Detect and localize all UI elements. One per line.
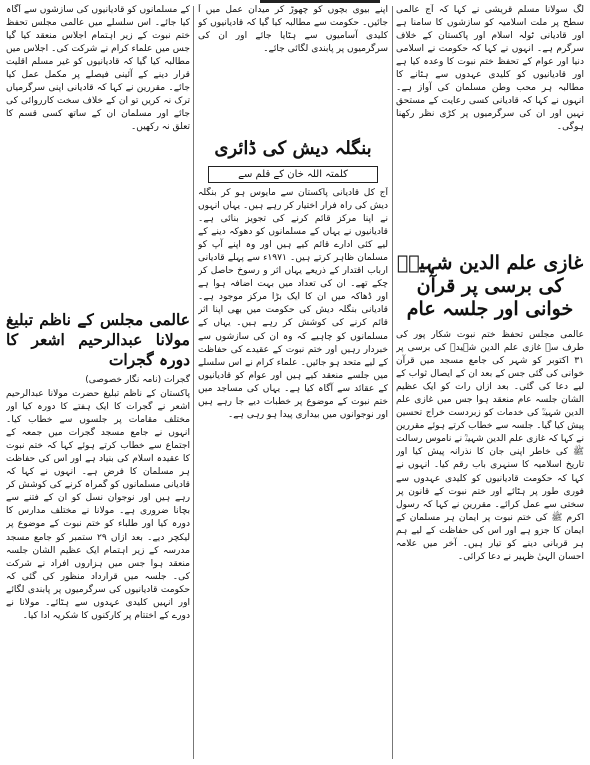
right-column <box>396 4 584 759</box>
right-column-body-text: عالمی مجلس تحفظ ختم نبوت شکار پور کی طرف سے غازی علم الدین شہیدؒ کی برسی پر ۳۱ اکتوبر کو شہر کی جامع مسجد میں قرآن خوانی کی گئی جس کے بعد ان کے ایصال ثواب کے لیے دعا کی گئی۔ بعد ازاں رات کو ایک عظیم الشان جلسہ عام منعقد ہوا جس میں غازی علم الدین شہیدؒ کی خدمات کو زبردست خراج تحسین پیش کیا گیا۔ جلسہ سے خطاب کرتے ہوئے مقررین نے کہا کہ غازی علم الدین شہیدؒ نے ناموس رسالت ﷺ کی خاطر اپنی جان کا نذرانہ پیش کیا اور تاریخ اسلامیہ کا سنہری باب رقم کیا۔ انہوں نے کہا کہ حکومت قادیانیوں کو کلیدی عہدوں سے فوری طور پر ہٹائے اور ختم نبوت کے قانون پر سختی سے عمل کرائے۔ مقررین نے کہا کہ رسول اکرم ﷺ کی ختم نبوت پر ایمان ہر مسلمان کے ایمان کا جزو ہے اور اس کی حفاظت کے لیے ہم ہر قربانی دینے کو تیار ہیں۔ آخر میں علامہ احسان الہیٰ ظہیر نے دعا کرائی۔ <box>396 330 584 562</box>
column-divider-right <box>392 6 393 759</box>
top-border-bar <box>260 0 380 3</box>
right-column-intro-text: لگ سولانا مسلم قریشی نے کہا کہ آج عالمی سطح پر ملت اسلامیہ کو سازشوں کا سامنا ہے اور قادیانی ٹولہ اسلام اور پاکستان کے خلاف سرگرم ہے۔ انہوں نے کہا کہ حکومت نے اسلامی دنیا اور عوام کے تحفظ ختم نبوت کا وعدہ کیا ہے اور قادیانیوں کو کلیدی عہدوں سے ہٹانے کا مطالبہ ہر محب وطن مسلمان کی آواز ہے۔ انہوں نے کہا کہ قادیانی کسی رعایت کے مستحق نہیں اور ان کی سرگرمیوں پر کڑی نظر رکھنا ہوگی۔ <box>396 5 584 133</box>
middle-column-byline: کلمتہ اللہ خان کے قلم سے <box>208 166 378 183</box>
middle-column-body-text: آج کل قادیانی پاکستان سے مایوس ہو کر بنگلہ دیش کی راہ فرار اختیار کر رہے ہیں۔ یہاں انہوں نے اپنا مرکز قائم کرنے کی تجویز بنائی ہے۔ قادیانیوں نے یہاں کے مسلمانوں کو دھوکہ دینے کے لیے کئی ادارے قائم کیے ہیں اور وہ اپنے آپ کو مسلمان ظاہر کرتے ہیں۔ ۱۹۷۱ء سے پہلے قادیانی ارباب اقتدار کے ذریعے یہاں اثر و رسوخ حاصل کر چکے تھے۔ ان کی تعداد میں بہت اضافہ ہوا ہے اور ڈھاکہ میں ان کا ایک بڑا مرکز موجود ہے۔ قادیانی بنگلہ دیش کی حکومت میں بھی اپنا اثر قائم کرنے کی کوشش کر رہے ہیں۔ یہاں کے مسلمانوں کو چاہیے کہ وہ ان کی سازشوں سے خبردار رہیں اور ختم نبوت کے عقیدے کی حفاظت کے لیے متحد ہو جائیں۔ علماء کرام نے اس سلسلے میں جلسے منعقد کیے ہیں اور عوام کو قادیانیوں کے عقائد سے آگاہ کیا ہے۔ یہاں کی مساجد میں ختم نبوت کے موضوع پر خطبات دیے جا رہے ہیں اور نوجوانوں میں بیداری پیدا ہو رہی ہے۔ <box>198 188 388 420</box>
right-column-headline: غازی علم الدین شہیدؒ کی برسی پر قرآن خوانی اور جلسہ عام <box>396 252 584 320</box>
left-column-headline: عالمی مجلس کے ناظم تبلیغ مولانا عبدالرحیم اشعر کا دورہ گجرات <box>6 310 190 369</box>
column-divider-left <box>193 6 194 759</box>
left-column-body-text: پاکستان کے ناظم تبلیغ حضرت مولانا عبدالرحیم اشعر نے گجرات کا ایک ہفتے کا دورہ کیا اور مختلف مقامات پر جلسوں سے خطاب کیا۔ انہوں نے جامع مسجد گجرات میں جمعہ کے اجتماع سے خطاب کرتے ہوئے کہا کہ ختم نبوت کا عقیدہ اسلام کی بنیاد ہے اور اس کی حفاظت ہر مسلمان کا فرض ہے۔ انہوں نے کہا کہ قادیانی مسلمانوں کو گمراہ کرنے کی کوشش کر رہے ہیں اور نوجوان نسل کو ان کے فتنے سے بچانا ضروری ہے۔ مولانا نے مختلف مدارس کا دورہ کیا اور طلباء کو ختم نبوت کے موضوع پر لیکچر دیے۔ بعد ازاں ۲۹ ستمبر کو جامع مسجد مدرسہ کے زیر اہتمام ایک عظیم الشان جلسہ منعقد ہوا جس میں ہزاروں افراد نے شرکت کی۔ جلسہ میں قرارداد منظور کی گئی کہ حکومت قادیانیوں کی سرگرمیوں پر پابندی لگائے اور انہیں کلیدی عہدوں سے ہٹائے۔ مولانا نے دورے کے اختتام پر کارکنوں کا شکریہ ادا کیا۔ <box>6 389 190 621</box>
middle-column-headline: بنگلہ دیش کی ڈائری <box>214 138 372 159</box>
left-column <box>6 4 190 718</box>
left-column-dateline: گجرات (نامہ نگار خصوصی) <box>85 375 190 385</box>
middle-column-top-text: اپنے بیوی بچوں کو چھوڑ کر میدان عمل میں آ جائیں۔ حکومت سے مطالبہ کیا گیا کہ قادیانیوں کو کلیدی آسامیوں سے ہٹایا جائے اور ان کی سرگرمیوں پر پابندی لگائی جائے۔ <box>198 5 388 55</box>
left-column-top-text: کے مسلمانوں کو قادیانیوں کی سازشوں سے آگاہ کیا جائے۔ اس سلسلے میں عالمی مجلس تحفظ ختم نبوت کے زیر اہتمام اجلاس منعقد کیا گیا جس میں علماء کرام نے شرکت کی۔ اجلاس میں مطالبہ کیا گیا کہ قادیانیوں کو غیر مسلم اقلیت قرار دینے کے آئینی فیصلے پر مکمل عمل کیا جائے۔ مقررین نے کہا کہ قادیانی اپنی سرگرمیاں ترک نہ کریں تو ان کے خلاف سخت کارروائی کی جائے اور مسلمان ان کے ساتھ کسی قسم کا تعلق نہ رکھیں۔ <box>6 5 190 133</box>
middle-column <box>198 4 388 742</box>
